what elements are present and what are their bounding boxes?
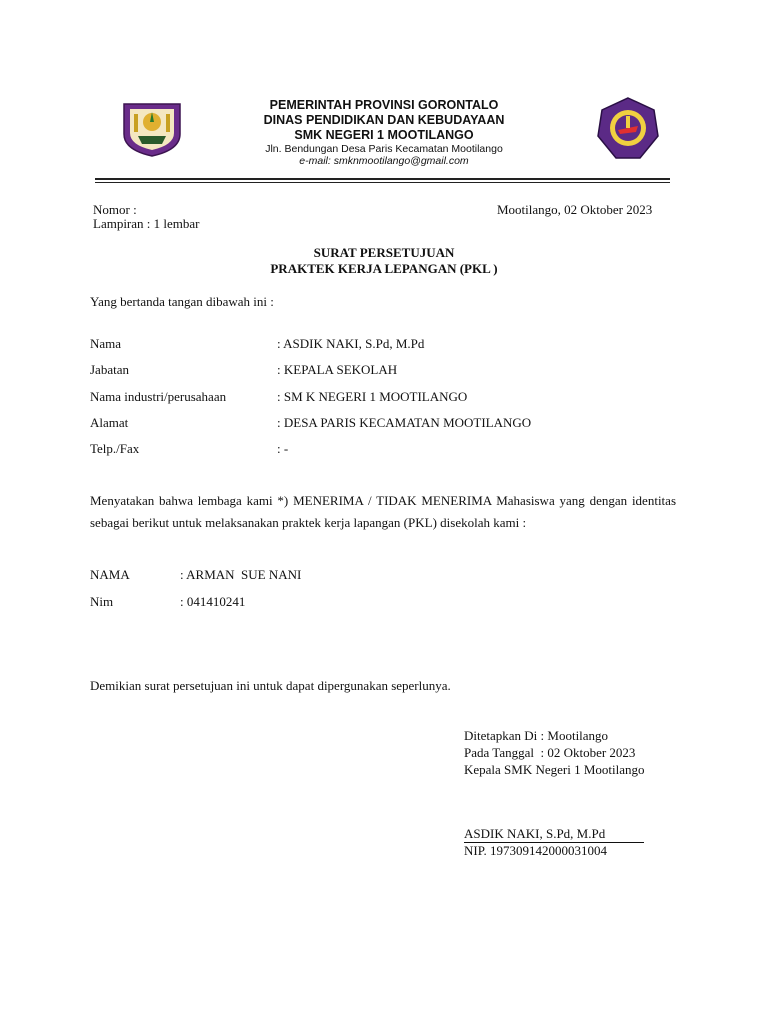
- letter-title-line-1: SURAT PERSETUJUAN: [313, 245, 455, 260]
- header-line-1: PEMERINTAH PROVINSI GORONTALO: [269, 98, 499, 112]
- place-date: Mootilango, 02 Oktober 2023: [497, 202, 653, 217]
- letter-title-line-2: PRAKTEK KERJA LEPANGAN (PKL ): [270, 261, 498, 276]
- signature-name: ASDIK NAKI, S.Pd, M.Pd: [464, 826, 644, 843]
- signature-jabatan: Kepala SMK Negeri 1 Mootilango: [464, 762, 645, 777]
- statement-paragraph: Menyatakan bahwa lembaga kami *) MENERIMA / TIDAK MENERIMA Mahasiswa yang dengan identitas sebagai berikut untuk melaksanakan praktek kerja lapangan (PKL) disekolah kami :: [90, 493, 676, 530]
- header-email: e-mail: smknmootilango@gmail.com: [299, 155, 469, 167]
- field-value-nama: : ASDIK NAKI, S.Pd, M.Pd: [277, 336, 425, 351]
- student-value-nama: : ARMAN SUE NANI: [180, 567, 302, 582]
- header-line-2: DINAS PENDIDIKAN DAN KEBUDAYAAN: [263, 113, 505, 127]
- nomor-field: Nomor :: [93, 202, 137, 217]
- student-label-nim: Nim: [90, 594, 114, 609]
- field-label-nama: Nama: [90, 336, 122, 351]
- closing-text: Demikian surat persetujuan ini untuk dapat dipergunakan seperlunya.: [90, 678, 451, 693]
- field-label-telp: Telp./Fax: [90, 441, 140, 456]
- field-label-alamat: Alamat: [90, 415, 129, 430]
- header-address: Jln. Bendungan Desa Paris Kecamatan Mootilango: [265, 143, 503, 155]
- header-divider-thick: [95, 178, 670, 180]
- header-line-3: SMK NEGERI 1 MOOTILANGO: [294, 128, 474, 142]
- signature-tanggal: Pada Tanggal : 02 Oktober 2023: [464, 745, 636, 760]
- lampiran-field: Lampiran : 1 lembar: [93, 216, 200, 231]
- field-value-telp: : -: [277, 441, 289, 456]
- signature-nip: NIP. 197309142000031004: [464, 843, 608, 858]
- signature-ditetapkan: Ditetapkan Di : Mootilango: [464, 728, 609, 743]
- field-value-industri: : SM K NEGERI 1 MOOTILANGO: [277, 389, 468, 404]
- field-value-jabatan: : KEPALA SEKOLAH: [277, 362, 398, 377]
- student-label-nama: NAMA: [90, 567, 130, 582]
- student-value-nim: : 041410241: [180, 594, 246, 609]
- school-logo: [596, 96, 660, 160]
- field-label-jabatan: Jabatan: [90, 362, 129, 377]
- field-label-industri: Nama industri/perusahaan: [90, 389, 227, 404]
- field-value-alamat: : DESA PARIS KECAMATAN MOOTILANGO: [277, 415, 532, 430]
- intro-text: Yang bertanda tangan dibawah ini :: [90, 294, 274, 309]
- header-divider-thin: [95, 182, 670, 183]
